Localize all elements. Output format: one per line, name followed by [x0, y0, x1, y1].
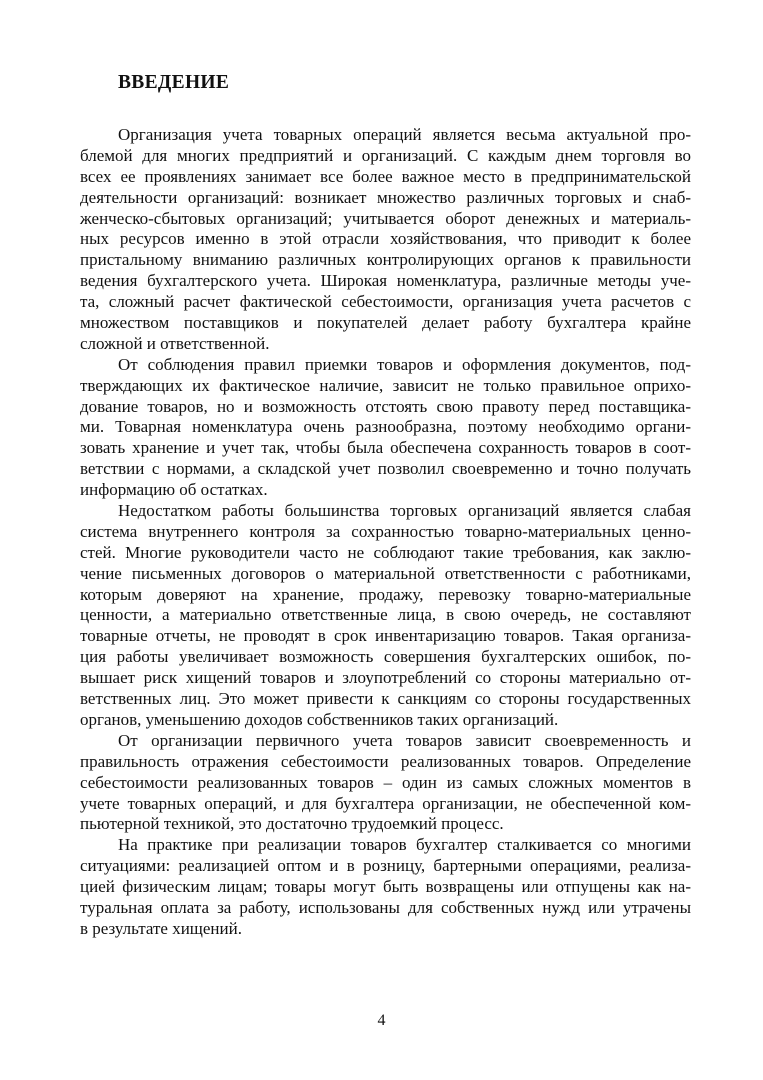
text-line: информацию об остатках. — [80, 480, 268, 500]
text-line: та, сложный расчет фактической себестоимости, организация учета расчетов с — [80, 292, 691, 312]
text-line: женческо-сбытовых организаций; учитывается оборот денежных и материаль- — [80, 208, 691, 228]
text-line: дование товаров, но и возможность отстоять свою правоту перед поставщика- — [80, 396, 691, 416]
text-line: Организация учета товарных операций является весьма актуальной про- — [118, 125, 691, 144]
text-line: пьютерной техникой, это достаточно трудоемкий процесс. — [80, 814, 504, 834]
text-line: система внутреннего контроля за сохранностью товарно-материальных ценно- — [80, 521, 691, 541]
text-line: ми. Товарная номенклатура очень разнообразна, поэтому необходимо органи- — [80, 417, 691, 437]
text-line: ведения бухгалтерского учета. Широкая номенклатура, различные методы уче- — [80, 271, 691, 291]
text-line: товарные отчеты, не проводят в срок инвентаризацию товаров. Такая организа- — [80, 626, 691, 646]
page-number: 4 — [377, 1012, 386, 1029]
text-line: Недостатком работы большинства торговых организаций является слабая — [118, 501, 691, 521]
paragraph — [80, 355, 691, 501]
text-line: всех ее проявлениях занимает все более важное место в предпринимательской — [80, 166, 691, 186]
text-line: себестоимости реализованных товаров – один из самых сложных моментов в — [80, 772, 691, 792]
document-body — [80, 125, 691, 940]
text-line: На практике при реализации товаров бухгалтер сталкивается со многими — [118, 835, 691, 855]
text-line: органов, уменьшению доходов собственников таких организаций. — [80, 709, 559, 729]
paragraph — [80, 731, 691, 835]
text-line: правильность отражения себестоимости реализованных товаров. Определение — [80, 751, 691, 771]
text-line: множеством поставщиков и покупателей делает работу бухгалтера крайне — [80, 313, 691, 333]
text-line: пристальному вниманию различных контролирующих органов к правильности — [80, 250, 691, 270]
text-line: ветствии с нормами, а складской учет позволил своевременно и точно получать — [80, 459, 691, 479]
text-line: сложной и ответственной. — [80, 333, 270, 353]
text-line: цией физическим лицам; товары могут быть возвращены или отпущены как на- — [80, 877, 691, 897]
text-line: блемой для многих предприятий и организаций. С каждым днем торговля во — [80, 145, 691, 165]
text-line: ситуациями: реализацией оптом и в розницу, бартерными операциями, реализа- — [80, 856, 691, 876]
text-line: ция работы увеличивает возможность совершения бухгалтерских ошибок, по- — [80, 647, 691, 667]
paragraph — [80, 501, 691, 731]
page-heading: ВВЕДЕНИЕ — [118, 72, 230, 93]
text-line: деятельности организаций: возникает множество различных торговых и снаб- — [80, 187, 691, 207]
text-line: туральная оплата за работу, использованы для собственных нужд или утрачены — [80, 897, 691, 917]
text-line: чение письменных договоров о материальной ответственности с работниками, — [80, 563, 691, 583]
paragraph — [80, 125, 691, 355]
text-line: которым доверяют на хранение, продажу, перевозку товарно-материальные — [80, 584, 691, 604]
text-line: От организации первичного учета товаров зависит своевременность и — [118, 730, 691, 750]
text-line: учете товарных операций, и для бухгалтера организации, не обеспеченной ком- — [80, 793, 691, 813]
text-line: ных ресурсов именно в этой отрасли хозяйствования, что приводит к более — [80, 229, 691, 249]
text-line: вышает риск хищений товаров и злоупотреблений со стороны материально от- — [80, 668, 691, 688]
text-line: зовать хранение и учет так, чтобы была обеспечена сохранность товаров в соот- — [80, 438, 691, 458]
text-line: стей. Многие руководители часто не соблюдают такие требования, как заклю- — [80, 542, 691, 562]
paragraph — [80, 835, 691, 939]
text-line: тверждающих их фактическое наличие, зависит не только правильное оприхо- — [80, 375, 691, 395]
text-line: ветственных лиц. Это может привести к санкциям со стороны государственных — [80, 689, 691, 709]
text-line: в результате хищений. — [80, 918, 242, 938]
text-line: От соблюдения правил приемки товаров и оформления документов, под- — [118, 354, 691, 374]
text-line: ценности, а материально ответственные лица, в свою очередь, не составляют — [80, 605, 691, 625]
